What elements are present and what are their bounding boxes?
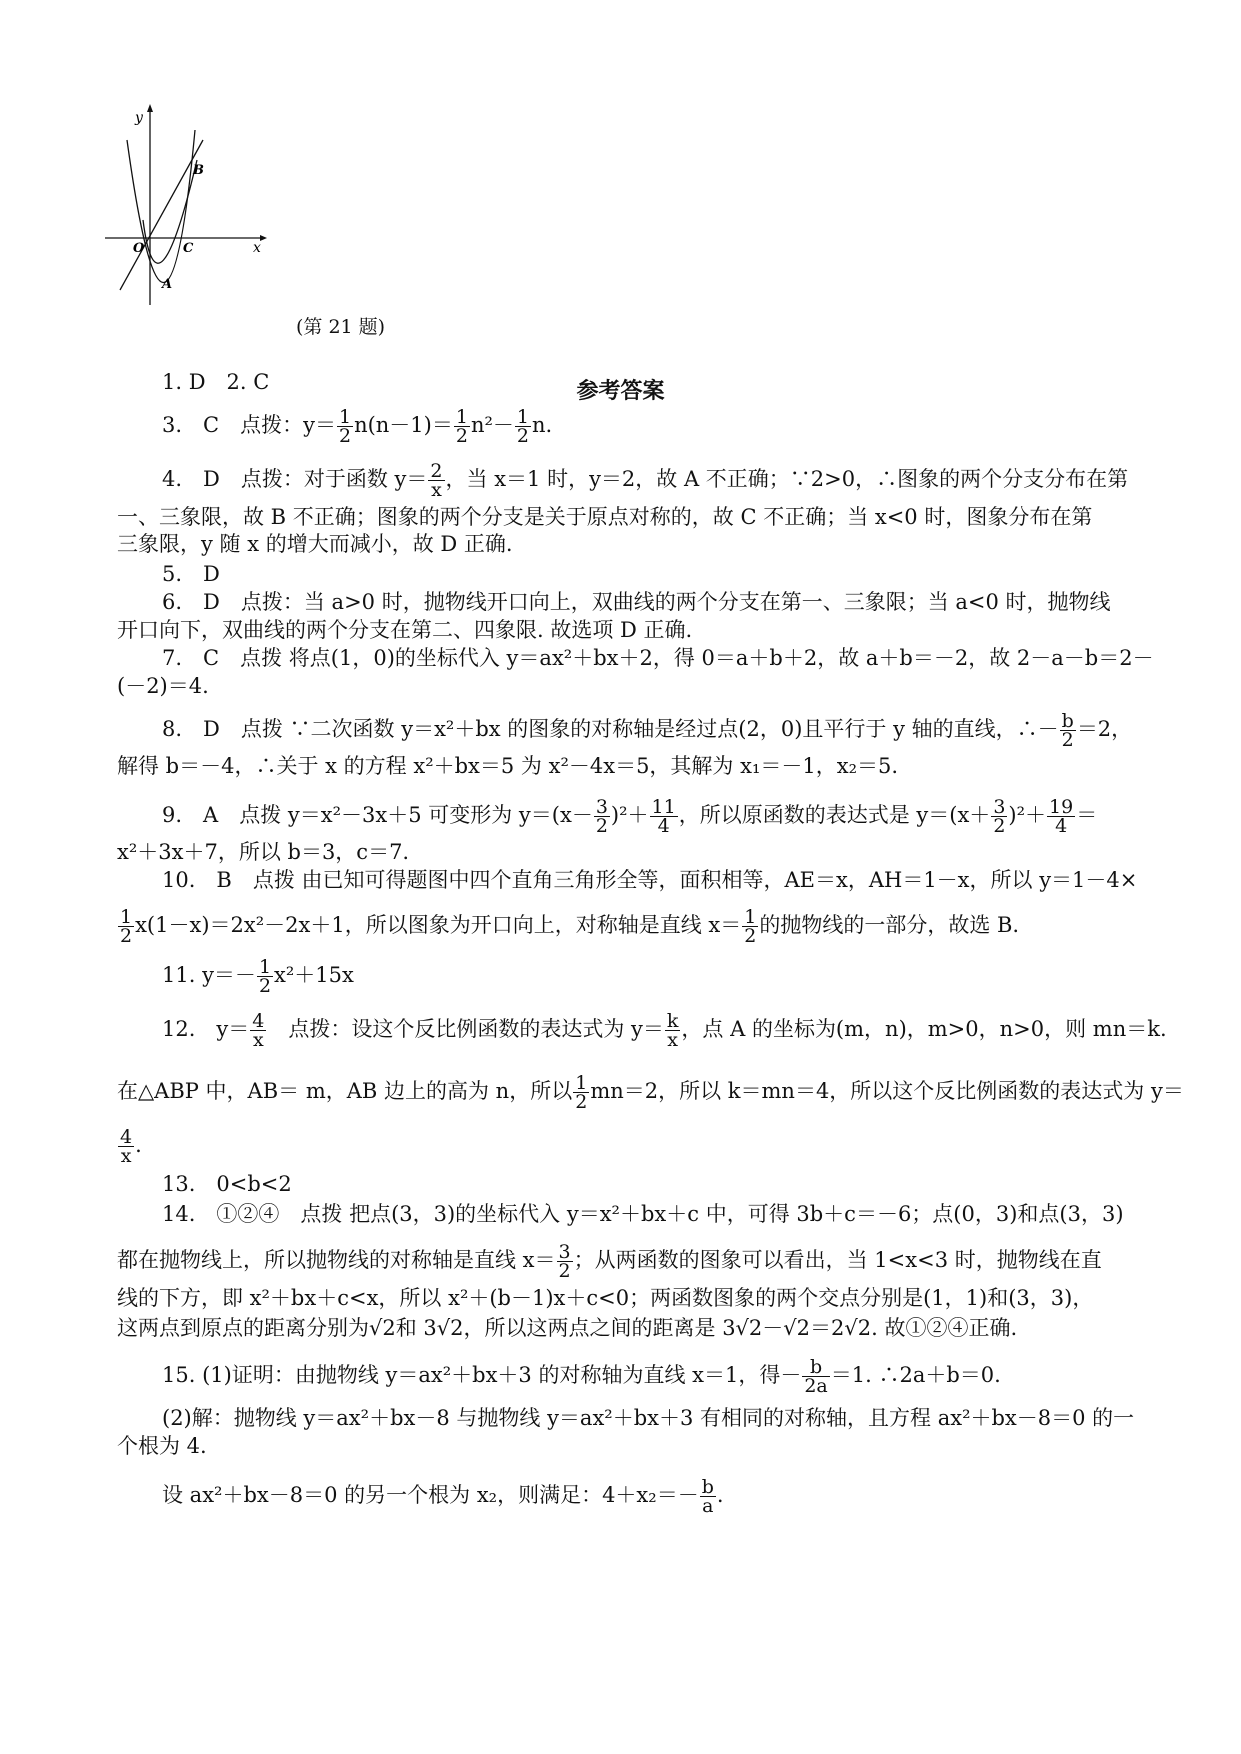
b-label: B [193, 163, 204, 178]
answer-15-line1: 15. (1)证明：由抛物线 y＝ax²＋bx＋3 的对称轴为直线 x＝1，得－ $\frac{b}{2a}$ ＝1. ∴2a＋b＝0. [162, 1356, 1001, 1397]
a-label: A [162, 277, 173, 292]
answer-8-line1: 8. D 点拨 ∵二次函数 y＝x²＋bx 的图象的对称轴是经过点(2，0)且平行于 y 轴的直线，∴－ $\frac{b}{2}$ ＝2， [162, 710, 1133, 751]
answer-12-line2: 在△ABP 中，AB＝ m，AB 边上的高为 n，所以 $\frac{1}{2}$ mn＝2，所以 k＝mn＝4，所以这个反比例函数的表达式为 y＝ [117, 1072, 1184, 1113]
o-label: O [133, 241, 145, 256]
answer-15-line2: (2)解：抛物线 y＝ax²＋bx－8 与抛物线 y＝ax²＋bx＋3 有相同的对称轴，且方程 ax²＋bx－8＝0 的一 [162, 1406, 1135, 1430]
answer-14-line2: 都在抛物线上，所以抛物线的对称轴是直线 x＝ $\frac{3}{2}$ ；从两函数的图象可以看出，当 1<x<3 时，抛物线在直 [117, 1241, 1102, 1282]
answer-10-line2: $\frac{1}{2}$ x(1－x)＝2x²－2x＋1，所以图象为开口向上，对称轴是直线 x＝ $\frac{1}{2}$ 的抛物线的一部分，故选 B. [120, 906, 1020, 947]
answer-5: 5. D [162, 562, 220, 586]
line-ob [120, 140, 203, 290]
c-label: C [183, 241, 194, 256]
answer-15-line3: 个根为 4. [117, 1434, 207, 1458]
answer-12-line3: $\frac{4}{x}$ . [120, 1126, 142, 1167]
answer-4-line3: 三象限，y 随 x 的增大而减小，故 D 正确. [117, 532, 513, 556]
answer-7-line2: (－2)＝4. [117, 674, 209, 698]
answer-9-line1: 9. A 点拨 y＝x²－3x＋5 可变形为 y＝(x－ $\frac{3}{2}$ )²＋ $\frac{11}{4}$ ，所以原函数的表达式是 y＝(x＋ $\frac{3}{2}$ )²＋ $\frac{19}{4}$ ＝ [162, 796, 1098, 837]
x-label: x [253, 240, 261, 256]
answer-14-line4: 这两点到原点的距离分别为√2和 3√2，所以这两点之间的距离是 3√2－√2＝2√2. 故①②④正确. [117, 1316, 1018, 1340]
y-label: y [135, 110, 143, 126]
answer-6-line2: 开口向下，双曲线的两个分支在第二、四象限. 故选项 D 正确. [117, 618, 693, 642]
parabola-figure [105, 100, 275, 310]
answer-4: 4. D 点拨：对于函数 y＝ $\frac{2}{x}$ ，当 x＝1 时，y＝2，故 A 不正确；∵2>0，∴图象的两个分支分布在第 [162, 460, 1129, 501]
figure-caption: (第 21 题) [296, 316, 386, 338]
answer-11: 11. y＝－ $\frac{1}{2}$ x²＋15x [162, 956, 354, 997]
answer-12-line1: 12. y＝ $\frac{4}{x}$ 点拨：设这个反比例函数的表达式为 y＝ $\frac{k}{x}$ ，点 A 的坐标为(m，n)，m>0，n>0，则 mn＝k. [162, 1010, 1167, 1051]
answer-6-line1: 6. D 点拨：当 a>0 时，抛物线开口向上，双曲线的两个分支在第一、三象限；当 a<0 时，抛物线 [162, 590, 1111, 614]
answer-1-2: 1. D 2. C [162, 370, 270, 394]
answer-3: 3. C 点拨：y＝ $\frac{1}{2}$ n(n－1)＝ $\frac{1}{2}$ n²－ $\frac{1}{2}$ n. [162, 406, 553, 447]
y-axis-arrow [147, 104, 153, 112]
answer-15-line4: 设 ax²＋bx－8＝0 的另一个根为 x₂，则满足：4＋x₂＝－ $\frac{b}{a}$ . [162, 1476, 724, 1517]
answer-4-line2: 一、三象限，故 B 不正确；图象的两个分支是关于原点对称的，故 C 不正确；当 x<0 时，图象分布在第 [117, 505, 1093, 529]
answer-14-line1: 14. ①②④ 点拨 把点(3，3)的坐标代入 y＝x²＋bx＋c 中，可得 3b＋c＝－6；点(0，3)和点(3，3) [162, 1202, 1124, 1226]
answer-13: 13. 0<b<2 [162, 1172, 292, 1196]
answer-7-line1: 7. C 点拨 将点(1，0)的坐标代入 y＝ax²＋bx＋2，得 0＝a＋b＋2，故 a＋b＝－2，故 2－a－b＝2－ [162, 646, 1154, 670]
answer-8-line2: 解得 b＝－4，∴关于 x 的方程 x²＋bx＝5 为 x²－4x＝5，其解为 x₁＝－1，x₂＝5. [117, 754, 899, 778]
x-axis-arrow [260, 235, 267, 241]
answer-14-line3: 线的下方，即 x²＋bx＋c<x，所以 x²＋(b－1)x＋c<0；两函数图象的两个交点分别是(1，1)和(3，3)， [117, 1286, 1094, 1310]
answer-9-line2: x²＋3x＋7，所以 b＝3，c＝7. [117, 840, 410, 864]
answer-10-line1: 10. B 点拨 由已知可得题图中四个直角三角形全等，面积相等，AE＝x，AH＝1－x，所以 y＝1－4× [162, 868, 1138, 892]
page-title: 参考答案 [576, 379, 665, 404]
